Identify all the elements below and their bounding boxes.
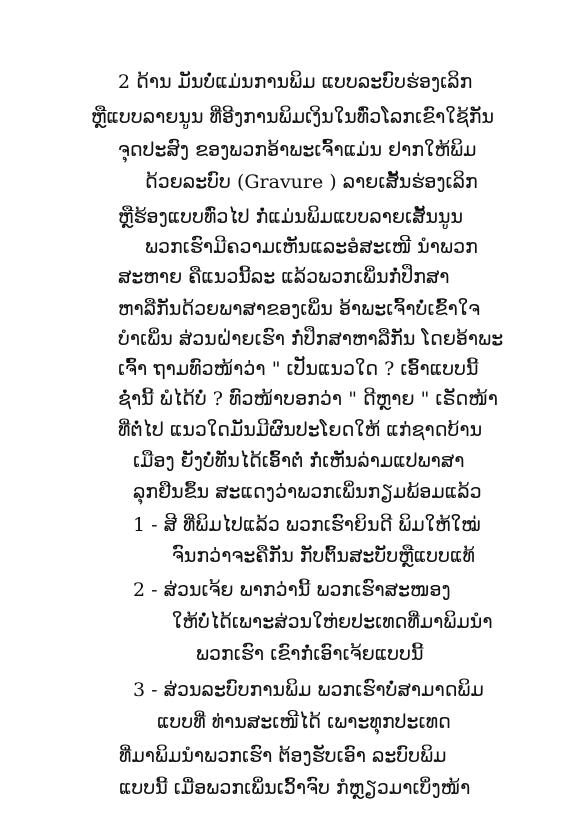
text-line: ຈົນກວ່າຈະຄືກັນ ກັບຕົ້ນສະບັບຫຼືແບບແທ້ [172,545,475,567]
text-line: ດ້ວຍລະບົບ (Gravure ) ລາຍເສັ້ນຮ່ອງເລິກ [145,171,478,193]
text-line: ພວກເຮົາມີຄວາມເຫັນແລະອໍສະເໜີ ນຳພວກ [145,236,478,258]
text-line: 2 ດ້ານ ມັນບໍ່ແມ່ນການພິມ ແບບລະບົບຮ່ອງເລິກ [118,71,473,93]
text-line: ຫຼືແບບລາຍນູນ ທີ່ອີງການພິມເງິນໃນທົ່ວໂລກເຂົາໃຊ້ກັນ [91,106,495,128]
text-line: ແບບນີ້ ເມື່ອພວກເພິ່ນເວົ້າຈົບ ກໍຫຼຽວມາເບິ່ງໜ້າ [119,777,471,799]
text-line: ເມືອງ ຍັງບໍ່ທັນໄດ້ເອົ້າຕໍ່ ກໍ່ເຫັນລ່າມແປພາສາ [133,450,465,472]
text-line: ເຈົ້າ ຖາມທົວໜ້າວ່າ " ເປັນແນວໃດ ? ເອົ້າແບບນີ້ [118,358,479,380]
text-line: ຫາລືກັນດ້ວຍພາສາຂອງເພິ່ນ ອ້າພະເຈົ້າບໍ່ເຂົ້າໃຈ [118,298,481,320]
text-line: ທີ່ຕໍ່ໄປ ແນວໃດມັນມີຜົນປະໂຍດໃຫ້ ແກ່ຊາດບ້ານ [118,419,483,441]
text-line: ຈຸດປະສົງ ຂອງພວກອ້າພະເຈົ້າແມ່ນ ຢາກໃຫ້ພິມ [118,139,477,161]
text-line: ລຸກຢືນຂຶ້ນ ສະແດງວ່າພວກເພິ່ນກຽມພ້ອມແລ້ວ [133,481,482,503]
text-line: ແບບທີ່ ທ່ານສະເໜີໄດ້ ເພາະທຸກປະເທດ [157,711,451,733]
text-line: ຊໍ່ານີ້ ພໍໄດ້ບໍ່ ? ທົວໜ້າບອກວ່າ " ດີຫຼາຍ " ເຣັດໜ້າ [118,388,498,410]
text-line: ບຳເພິ່ນ ສ່ວນຝ່າຍເຮົາ ກໍ່ປຶກສາຫາລືກັນ ໂດຍອ້າພະ [118,328,504,350]
list-item-1: 1 - ສີ ທີ່ພິມໄປແລ້ວ ພວກເຮົາຍິນດີ ພິມໃຫ້ໃໝ່ [133,514,481,536]
text-line: ສະຫາຍ ຄືແນວນີ້ລະ ແລ້ວພວກເພິ່ນກໍ່ປຶກສາ [118,266,450,288]
list-item-2: 2 - ສ່ວນເຈ້ຍ ພາກວ່ານີ້ ພວກເຮົາສະໜອງ [133,579,451,601]
list-item-3: 3 - ສ່ວນລະບົບການພິມ ພວກເຮົາບໍ່ສາມາດພິມ [133,679,484,701]
text-line: ທີ່ມາພິມນຳພວກເຮົາ ຕ້ອງຮັບເອົາ ລະບົບພິມ [119,745,447,767]
text-line: ພວກເຮົາ ເຂົາກໍ່ເອົາເຈ້ຍແບບນີ້ [196,643,424,665]
text-line: ຫຼືຮ້ອງແບບທົ່ວໄປ ກໍ່ແມ່ນພິມແບບລາຍເສັ້ນນູນ [118,206,464,228]
text-line: ໃຫ້ບໍ່ໄດ້ເພາະສ່ວນໃຫ່ຍປະເທດທີ່ມາພິມນຳ [172,611,493,633]
